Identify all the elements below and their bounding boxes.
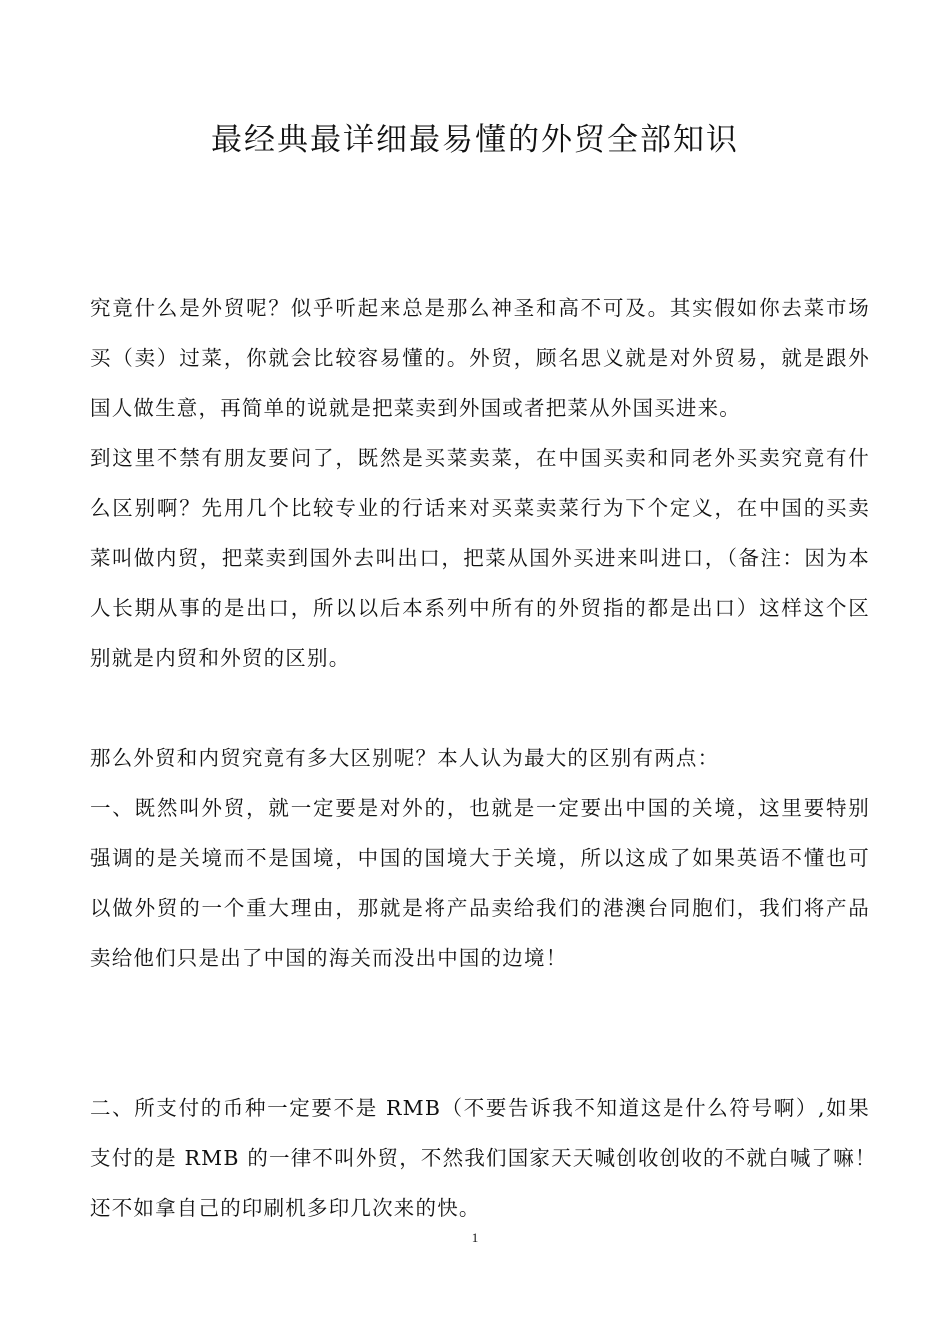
body-line: 以做外贸的一个重大理由，那就是将产品卖给我们的港澳台同胞们，我们将产品 bbox=[90, 896, 870, 920]
body-line: 菜叫做内贸，把菜卖到国外去叫出口，把菜从国外买进来叫进口，（备注：因为本 bbox=[90, 546, 870, 570]
body-line: 人长期从事的是出口，所以以后本系列中所有的外贸指的都是出口）这样这个区 bbox=[90, 596, 870, 620]
document-title: 最经典最详细最易懂的外贸全部知识 bbox=[211, 122, 739, 158]
body-line: 买（卖）过菜，你就会比较容易懂的。外贸，顾名思义就是对外贸易，就是跟外 bbox=[90, 346, 870, 370]
blank-line bbox=[90, 1033, 870, 1083]
body-line: 支付的是 RMB 的一律不叫外贸，不然我们国家天天喊创收创收的不就白喊了嘛！ bbox=[90, 1146, 877, 1170]
body-line: 卖给他们只是出了中国的海关而没出中国的边境！ bbox=[90, 946, 568, 970]
body-line: 还不如拿自己的印刷机多印几次来的快。 bbox=[90, 1196, 481, 1220]
body-line: 别就是内贸和外贸的区别。 bbox=[90, 646, 351, 670]
body-line: 那么外贸和内贸究竟有多大区别呢？本人认为最大的区别有两点： bbox=[90, 746, 720, 770]
blank-line bbox=[90, 683, 870, 733]
body-line: 国人做生意，再简单的说就是把菜卖到外国或者把菜从外国买进来。 bbox=[90, 396, 741, 420]
body-line: 到这里不禁有朋友要问了，既然是买菜卖菜，在中国买卖和同老外买卖究竟有什 bbox=[90, 446, 870, 470]
body-line: 究竟什么是外贸呢？似乎听起来总是那么神圣和高不可及。其实假如你去菜市场 bbox=[90, 296, 870, 320]
body-line: 强调的是关境而不是国境，中国的国境大于关境，所以这成了如果英语不懂也可 bbox=[90, 846, 870, 870]
body-line: 二、所支付的币种一定要不是 RMB（不要告诉我不知道这是什么符号啊）,如果 bbox=[90, 1096, 870, 1120]
page-number: 1 bbox=[471, 1230, 479, 1245]
blank-line bbox=[90, 983, 870, 1033]
body-line: 一、既然叫外贸，就一定要是对外的，也就是一定要出中国的关境，这里要特别 bbox=[90, 796, 870, 820]
body-line: 么区别啊？先用几个比较专业的行话来对买菜卖菜行为下个定义，在中国的买卖 bbox=[90, 496, 870, 520]
document-body bbox=[90, 283, 877, 1233]
